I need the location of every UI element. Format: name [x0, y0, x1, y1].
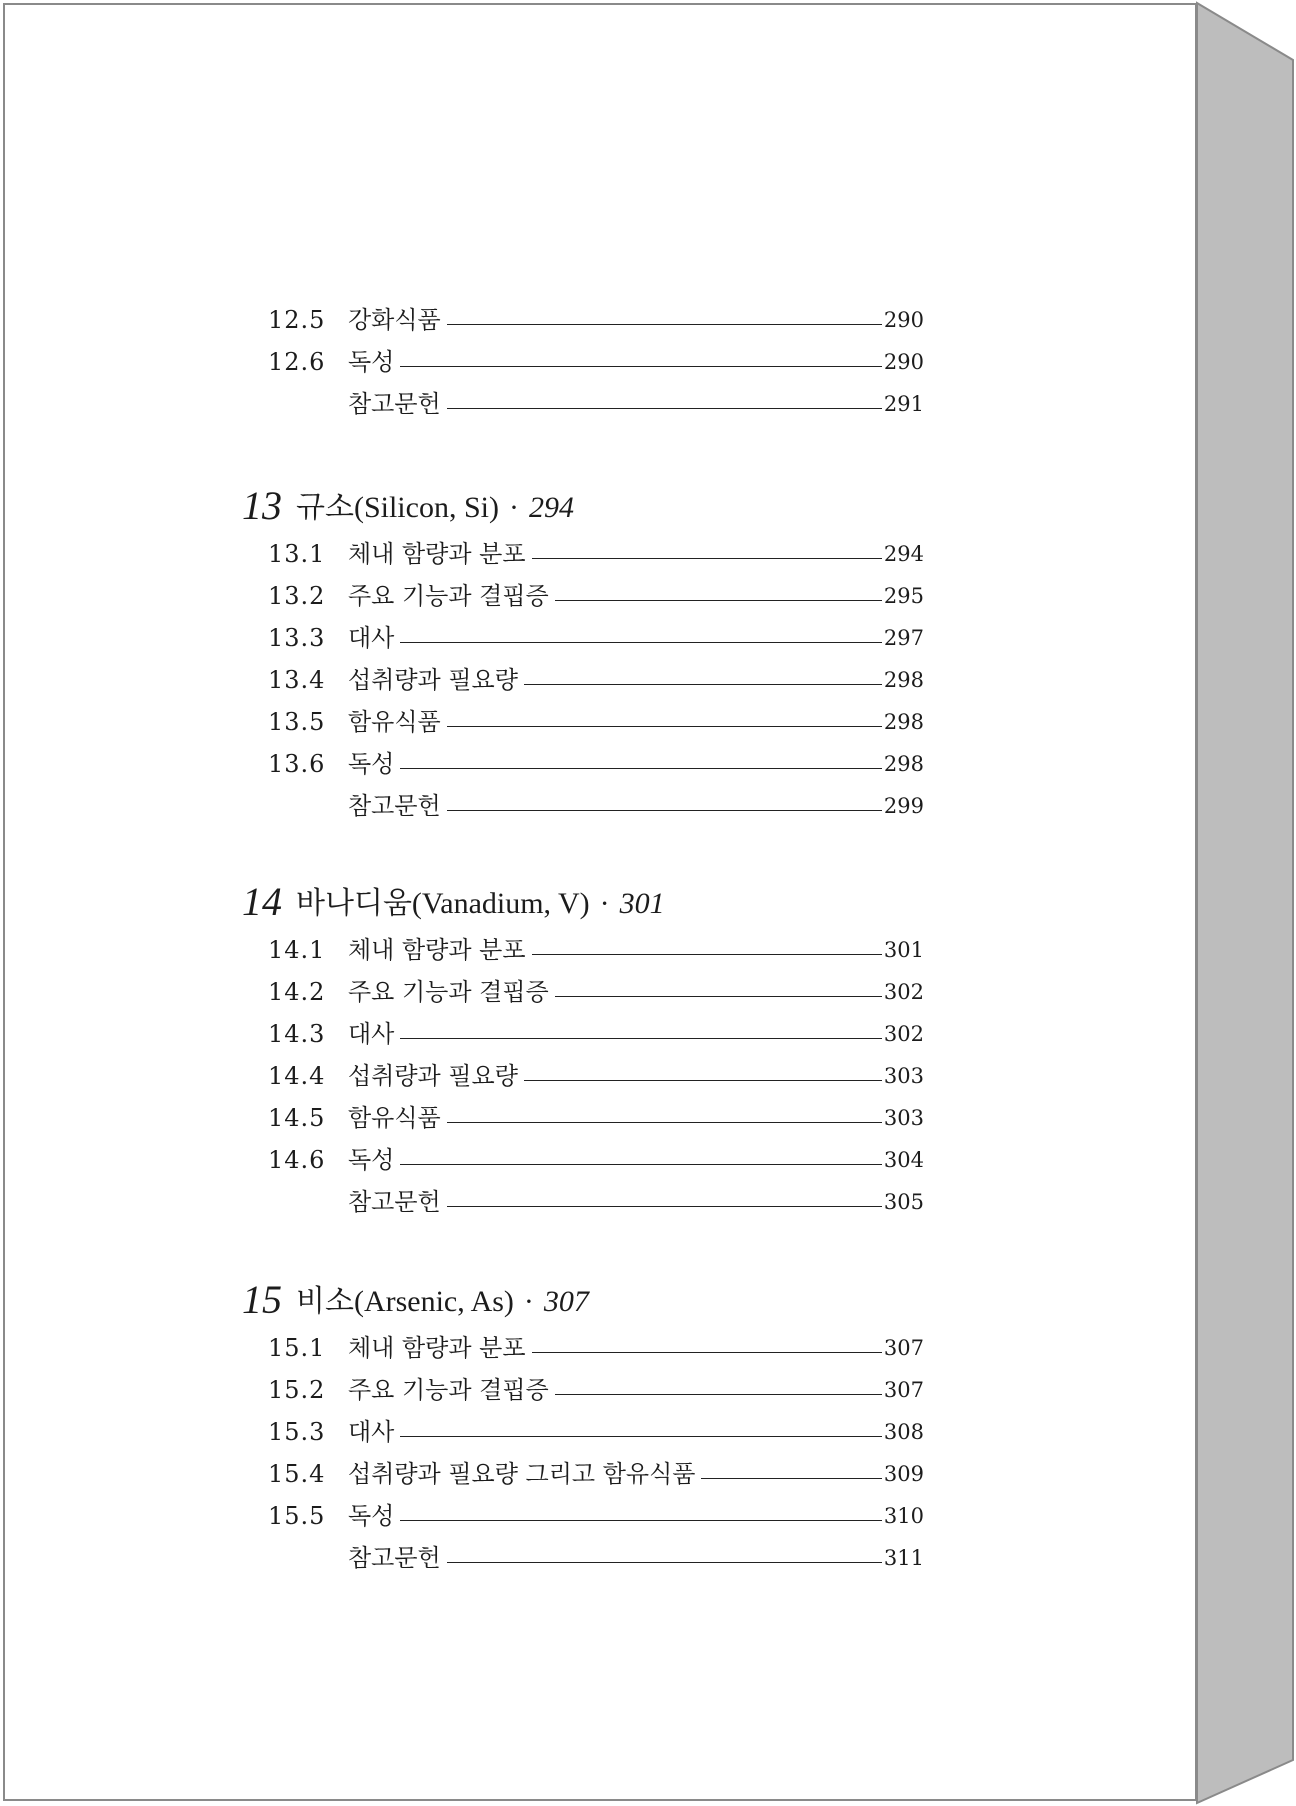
dot-leader	[447, 408, 882, 409]
page-number: 307	[883, 1336, 924, 1360]
toc-entry	[268, 932, 924, 964]
section-title: 대사	[348, 1418, 395, 1446]
chapter-separator: ·	[523, 1285, 534, 1318]
section-title: 섭취량과 필요량	[348, 666, 518, 694]
page-number: 311	[883, 1546, 924, 1570]
page-number: 305	[883, 1190, 924, 1214]
section-number: 13.2	[268, 582, 326, 610]
chapter-number: 14	[242, 879, 282, 924]
section-number: 15.1	[268, 1334, 326, 1362]
toc-entry	[268, 1330, 924, 1362]
section-number: 13.1	[268, 540, 326, 568]
dot-leader	[400, 768, 882, 769]
dot-leader	[532, 1352, 882, 1353]
page-number: 290	[883, 350, 924, 374]
dot-leader	[400, 1038, 882, 1039]
page-number: 308	[883, 1420, 924, 1444]
toc-entry	[268, 1498, 924, 1530]
section-title: 참고문헌	[348, 390, 441, 418]
section-number: 14.2	[268, 978, 326, 1006]
page-number: 307	[883, 1378, 924, 1402]
chapter-page: 294	[528, 491, 574, 524]
section-title: 독성	[348, 348, 395, 376]
dot-leader	[400, 1164, 882, 1165]
section-title: 대사	[348, 1020, 395, 1048]
section-number: 12.6	[268, 348, 326, 376]
section-title: 독성	[348, 1146, 395, 1174]
toc-entry	[268, 704, 924, 736]
page-number: 298	[883, 668, 924, 692]
section-title: 강화식품	[348, 306, 441, 334]
page-number: 299	[883, 794, 924, 818]
dot-leader	[447, 726, 882, 727]
toc-entry	[268, 662, 924, 694]
section-title: 독성	[348, 1502, 395, 1530]
toc-entry	[268, 344, 924, 376]
section-number: 14.1	[268, 936, 326, 964]
dot-leader	[555, 996, 882, 997]
toc-entry	[268, 1184, 924, 1216]
section-title: 체내 함량과 분포	[348, 936, 526, 964]
chapter-heading	[242, 876, 665, 924]
page-number: 295	[883, 584, 924, 608]
page-number: 297	[883, 626, 924, 650]
page-number: 309	[883, 1462, 924, 1486]
page-number: 291	[883, 392, 924, 416]
page-number: 303	[883, 1064, 924, 1088]
dot-leader	[447, 324, 882, 325]
page-number: 302	[883, 980, 924, 1004]
toc-entry	[268, 386, 924, 418]
chapter-number: 15	[242, 1277, 282, 1322]
section-number: 13.3	[268, 624, 326, 652]
section-number: 12.5	[268, 306, 326, 334]
section-title: 함유식품	[348, 1104, 441, 1132]
dot-leader	[701, 1478, 881, 1479]
section-number: 15.4	[268, 1460, 326, 1488]
section-number: 15.3	[268, 1418, 326, 1446]
chapter-separator: ·	[508, 491, 519, 524]
dot-leader	[532, 558, 882, 559]
dot-leader	[447, 1206, 882, 1207]
toc-entry	[268, 746, 924, 778]
toc-entry	[268, 1142, 924, 1174]
toc-entry	[268, 1100, 924, 1132]
section-title: 대사	[348, 624, 395, 652]
section-number: 14.3	[268, 1020, 326, 1048]
chapter-title: 바나디움(Vanadium, V)	[296, 887, 590, 920]
section-title: 참고문헌	[348, 792, 441, 820]
toc-entry	[268, 1414, 924, 1446]
chapter-number: 13	[242, 483, 282, 528]
section-title: 참고문헌	[348, 1544, 441, 1572]
section-title: 주요 기능과 결핍증	[348, 582, 549, 610]
section-number: 15.5	[268, 1502, 326, 1530]
dot-leader	[447, 810, 882, 811]
section-title: 참고문헌	[348, 1188, 441, 1216]
dot-leader	[555, 600, 882, 601]
dot-leader	[447, 1122, 882, 1123]
toc-entry	[268, 974, 924, 1006]
toc-entry	[268, 536, 924, 568]
dot-leader	[555, 1394, 882, 1395]
section-number: 13.4	[268, 666, 326, 694]
section-title: 섭취량과 필요량	[348, 1062, 518, 1090]
toc-entry	[268, 1456, 924, 1488]
chapter-separator: ·	[599, 887, 610, 920]
toc-entry	[268, 578, 924, 610]
dot-leader	[400, 1520, 882, 1521]
section-number: 13.5	[268, 708, 326, 736]
toc-entry	[268, 1372, 924, 1404]
page-number: 298	[883, 710, 924, 734]
toc-entry	[268, 1058, 924, 1090]
page-number: 290	[883, 308, 924, 332]
chapter-title: 규소(Silicon, Si)	[296, 491, 499, 524]
section-number: 14.5	[268, 1104, 326, 1132]
section-title: 주요 기능과 결핍증	[348, 978, 549, 1006]
dot-leader	[524, 1080, 882, 1081]
section-title: 독성	[348, 750, 395, 778]
dot-leader	[447, 1562, 882, 1563]
section-number: 15.2	[268, 1376, 326, 1404]
dot-leader	[524, 684, 882, 685]
page-number: 304	[883, 1148, 924, 1172]
page-number: 301	[883, 938, 924, 962]
section-title: 체내 함량과 분포	[348, 1334, 526, 1362]
section-title: 함유식품	[348, 708, 441, 736]
page-number: 303	[883, 1106, 924, 1130]
dot-leader	[400, 366, 882, 367]
chapter-heading	[242, 480, 574, 528]
chapter-page: 301	[619, 887, 665, 920]
dot-leader	[400, 1436, 882, 1437]
section-title: 체내 함량과 분포	[348, 540, 526, 568]
toc-entry	[268, 1540, 924, 1572]
dot-leader	[532, 954, 882, 955]
toc-entry	[268, 620, 924, 652]
section-title: 주요 기능과 결핍증	[348, 1376, 549, 1404]
chapter-heading	[242, 1274, 589, 1322]
page-number: 298	[883, 752, 924, 776]
section-number: 14.4	[268, 1062, 326, 1090]
chapter-page: 307	[543, 1285, 589, 1318]
section-title: 섭취량과 필요량 그리고 함유식품	[348, 1460, 696, 1488]
toc-entry	[268, 1016, 924, 1048]
page-number: 302	[883, 1022, 924, 1046]
page-number: 310	[883, 1504, 924, 1528]
chapter-title: 비소(Arsenic, As)	[296, 1285, 514, 1318]
section-number: 13.6	[268, 750, 326, 778]
section-number: 14.6	[268, 1146, 326, 1174]
toc-entry	[268, 788, 924, 820]
page-number: 294	[883, 542, 924, 566]
toc-entry	[268, 302, 924, 334]
dot-leader	[400, 642, 882, 643]
